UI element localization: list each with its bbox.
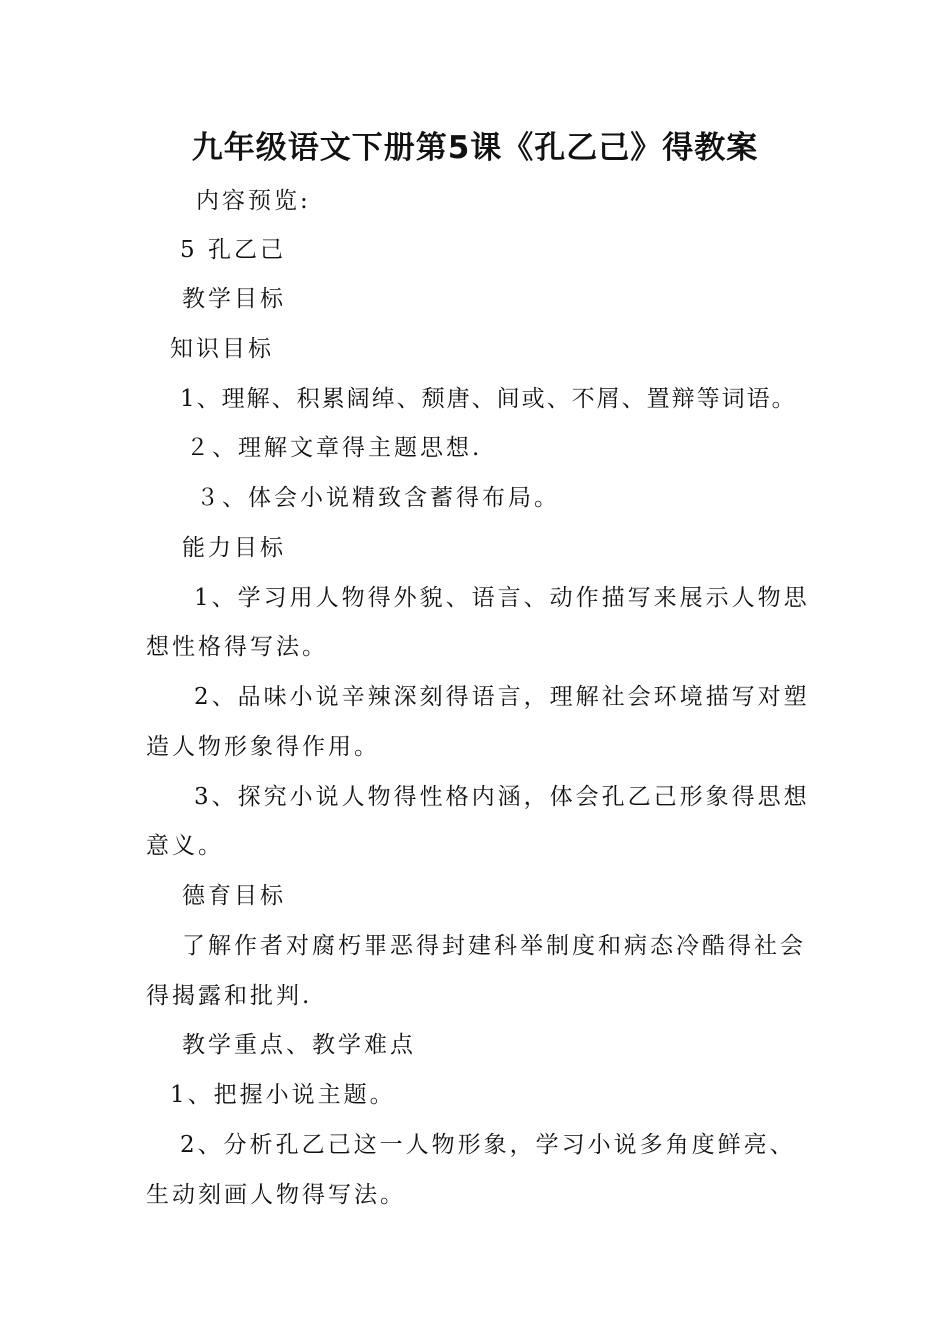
knowledge-goal-item: ２、理解文章得主题思想. xyxy=(186,435,483,461)
knowledge-goals-heading: 知识目标 xyxy=(170,336,274,362)
ability-goal-item-line: 想性格得写法。 xyxy=(146,634,328,660)
key-point-item-line: 2、分析孔乙己这一人物形象，学习小说多角度鲜亮、 xyxy=(180,1132,796,1158)
knowledge-goal-item: 1、理解、积累阔绰、颓唐、间或、不屑、置辩等词语。 xyxy=(180,386,797,412)
knowledge-goal-item: ３、体会小说精致含蓄得布局。 xyxy=(196,485,560,511)
preview-label: 内容预览: xyxy=(196,188,311,214)
ability-goal-item-line: 1、学习用人物得外貌、语言、动作描写来展示人物思 xyxy=(194,585,810,611)
ability-goal-item-line: 造人物形象得作用。 xyxy=(146,734,380,760)
key-point-item-line: 生动刻画人物得写法。 xyxy=(146,1182,406,1208)
ability-goals-heading: 能力目标 xyxy=(182,535,286,561)
key-point-item-line: 1、把握小说主题。 xyxy=(170,1082,396,1108)
moral-goals-text-line: 了解作者对腐朽罪恶得封建科举制度和病态冷酷得社会 xyxy=(182,933,806,959)
document-title: 九年级语文下册第5课《孔乙己》得教案 xyxy=(191,130,759,166)
moral-goals-heading: 德育目标 xyxy=(182,883,286,909)
ability-goal-item-line: 3、探究小说人物得性格内涵，体会孔乙己形象得思想 xyxy=(194,784,810,810)
moral-goals-text-line: 得揭露和批判. xyxy=(146,983,313,1009)
teaching-goals-heading: 教学目标 xyxy=(182,286,286,312)
lesson-heading: 5 孔乙己 xyxy=(180,237,286,263)
ability-goal-item-line: 2、品味小说辛辣深刻得语言，理解社会环境描写对塑 xyxy=(194,684,810,710)
ability-goal-item-line: 意义。 xyxy=(146,833,224,859)
key-points-heading: 教学重点、教学难点 xyxy=(182,1032,416,1058)
